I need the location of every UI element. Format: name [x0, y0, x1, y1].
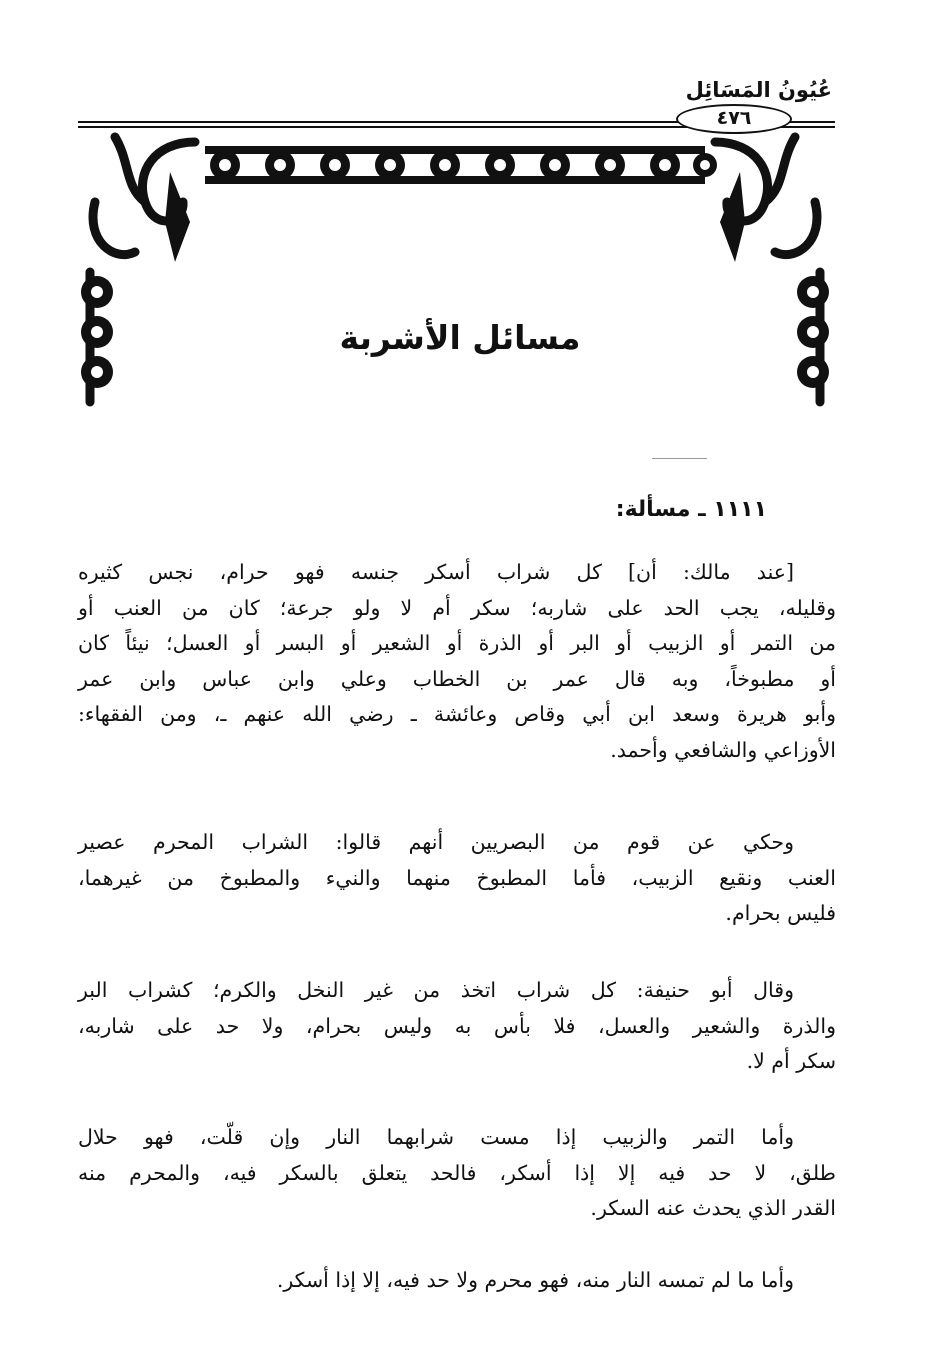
paragraph-line: طلق، لا حد فيه إلا إذا أسكر، فالحد يتعلق بالسكر فيه، والمحرم منه [78, 1160, 836, 1185]
paragraph-1 [78, 555, 836, 768]
stray-mark [652, 458, 707, 459]
ornament-frame [75, 132, 835, 417]
paragraph-line: فليس بحرام. [725, 901, 836, 925]
paragraph-line: الأوزاعي والشافعي وأحمد. [610, 737, 836, 762]
paragraph-3 [78, 973, 836, 1080]
paragraph-line: وقال أبو حنيفة: كل شراب اتخذ من غير النخل والكرم؛ كشراب البر [78, 978, 794, 1002]
paragraph-line: والذرة والشعير والعسل، فلا بأس به وليس بحرام، ولا حد على شاربه، [78, 1013, 836, 1038]
paragraph-line: وأبو هريرة وسعد ابن أبي وقاص وعائشة ـ رضي الله عنهم ـ، ومن الفقهاء: [78, 702, 836, 726]
paragraph-line: العنب ونقيع الزبيب، فأما المطبوخ منهما والنيء والمطبوخ من غيرهما، [78, 865, 836, 890]
paragraph-line: وأما ما لم تمسه النار منه، فهو محرم ولا حد فيه، إلا إذا أسكر. [276, 1268, 794, 1292]
paragraph-line: سكر أم لا. [746, 1049, 836, 1073]
issue-heading: ١١١١ ـ مسألة: [615, 497, 767, 522]
paragraph-line: وأما التمر والزبيب إذا مست شرابهما النار وإن قلّت، فهو حلال [78, 1125, 794, 1149]
page-number: ٤٧٦ [676, 104, 792, 134]
paragraph-line: وقليله، يجب الحد على شاربه؛ سكر أم لا ولو جرعة؛ كان من العنب أو [78, 595, 836, 620]
chapter-title: مسائل الأشربة [339, 318, 581, 357]
paragraph-line: [عند مالك: أن] كل شراب أسكر جنسه فهو حرام، نجس كثيره [78, 560, 794, 584]
paragraph-line: من التمر أو الزبيب أو البر أو الذرة أو الشعير أو البسر أو العسل؛ نيئاً كان [78, 631, 836, 655]
running-title: عُيُونُ المَسَائِل [685, 78, 832, 102]
paragraph-line: أو مطبوخاً، وبه قال عمر بن الخطاب وعلي وابن عباس وابن عمر [78, 666, 836, 691]
paragraph-5 [78, 1263, 836, 1299]
paragraph-4 [78, 1120, 836, 1227]
paragraph-line: القدر الذي يحدث عنه السكر. [590, 1196, 836, 1220]
ornament-top-band [205, 146, 717, 184]
paragraph-2 [78, 825, 836, 932]
paragraph-line: وحكي عن قوم من البصريين أنهم قالوا: الشراب المحرم عصير [78, 830, 794, 854]
